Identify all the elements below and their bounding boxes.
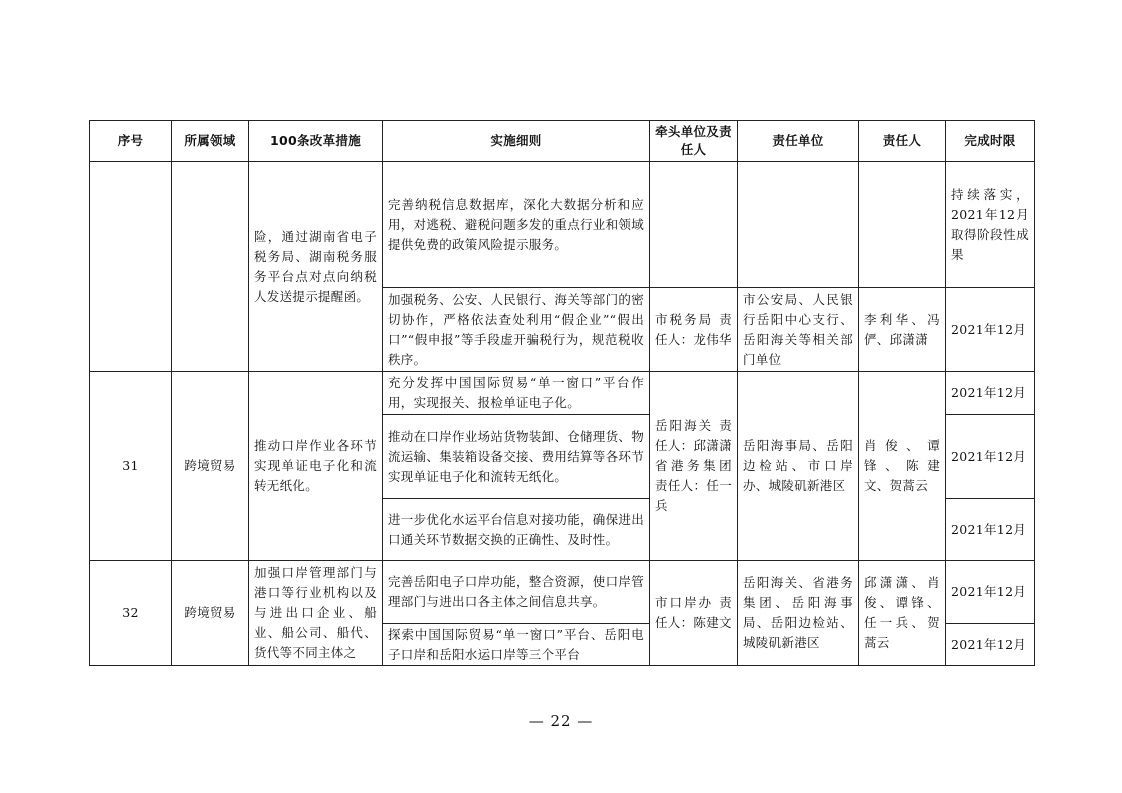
table-row [90,372,1035,415]
cell-lead: 市税务局 责任人：龙伟华 [650,288,738,372]
cell-detail: 探索中国国际贸易“单一窗口”平台、岳阳电子口岸和岳阳水运口岸等三个平台 [383,624,650,666]
cell-deadline: 持续落实，2021年12月取得阶段性成果 [946,162,1035,288]
cell-person: 邱潇潇、肖俊、谭锋、任一兵、贺蒿云 [859,561,946,666]
cell-lead: 岳阳海关 责任人：邱潇潇 省港务集团 责任人：任一兵 [650,372,738,561]
cell-domain: 跨境贸易 [172,372,249,561]
cell-deadline: 2021年12月 [946,624,1035,666]
table-row [90,561,1035,624]
table-row [90,162,1035,288]
cell-deadline: 2021年12月 [946,415,1035,499]
cell-domain-prev [172,162,249,372]
header-responsible-unit: 责任单位 [738,121,859,162]
cell-detail: 完善纳税信息数据库，深化大数据分析和应用，对逃税、避税问题多发的重点行业和领域提供免费的政策风险提示服务。 [383,162,650,288]
cell-deadline: 2021年12月 [946,372,1035,415]
cell-lead-empty [650,162,738,288]
table-header-row [90,121,1035,162]
header-detail: 实施细则 [383,121,650,162]
header-responsible-person: 责任人 [859,121,946,162]
page-number: — 22 — [528,712,594,730]
header-measure: 100条改革措施 [249,121,383,162]
cell-unit: 市公安局、人民银行岳阳中心支行、岳阳海关等相关部门单位 [738,288,859,372]
cell-detail: 完善岳阳电子口岸功能，整合资源，使口岸管理部门与进出口各主体之间信息共享。 [383,561,650,624]
header-deadline: 完成时限 [946,121,1035,162]
cell-seq: 31 [90,372,172,561]
cell-measure: 加强口岸管理部门与港口等行业机构以及与进出口企业、船业、船公司、船代、货代等不同主体之 [249,561,383,666]
cell-detail: 推动在口岸作业场站货物装卸、仓储理货、物流运输、集装箱设备交接、费用结算等各环节实现单证电子化和流转无纸化。 [383,415,650,499]
cell-deadline: 2021年12月 [946,288,1035,372]
header-lead: 牵头单位及责任人 [650,121,738,162]
cell-detail: 充分发挥中国国际贸易“单一窗口”平台作用，实现报关、报检单证电子化。 [383,372,650,415]
cell-detail: 加强税务、公安、人民银行、海关等部门的密切协作，严格依法查处利用“假企业”“假出口”“假申报”等手段虚开骗税行为，规范税收秩序。 [383,288,650,372]
reform-measures-table [89,120,1035,666]
cell-seq-prev [90,162,172,372]
cell-unit-empty [738,162,859,288]
cell-deadline: 2021年12月 [946,499,1035,561]
cell-domain: 跨境贸易 [172,561,249,666]
cell-unit: 岳阳海关、省港务集团、岳阳海事局、岳阳边检站、城陵矶新港区 [738,561,859,666]
cell-unit: 岳阳海事局、岳阳边检站、市口岸办、城陵矶新港区 [738,372,859,561]
cell-deadline: 2021年12月 [946,561,1035,624]
cell-person-empty [859,162,946,288]
header-seq: 序号 [90,121,172,162]
cell-person: 李利华、冯俨、邱潇潇 [859,288,946,372]
cell-measure: 推动口岸作业各环节实现单证电子化和流转无纸化。 [249,372,383,561]
cell-person: 肖俊、谭锋、陈建文、贺蒿云 [859,372,946,561]
cell-detail: 进一步优化水运平台信息对接功能，确保进出口通关环节数据交换的正确性、及时性。 [383,499,650,561]
header-domain: 所属领域 [172,121,249,162]
cell-lead: 市口岸办 责任人：陈建文 [650,561,738,666]
cell-seq: 32 [90,561,172,666]
cell-measure-prev: 险，通过湖南省电子税务局、湖南税务服务平台点对点向纳税人发送提示提醒函。 [249,162,383,372]
